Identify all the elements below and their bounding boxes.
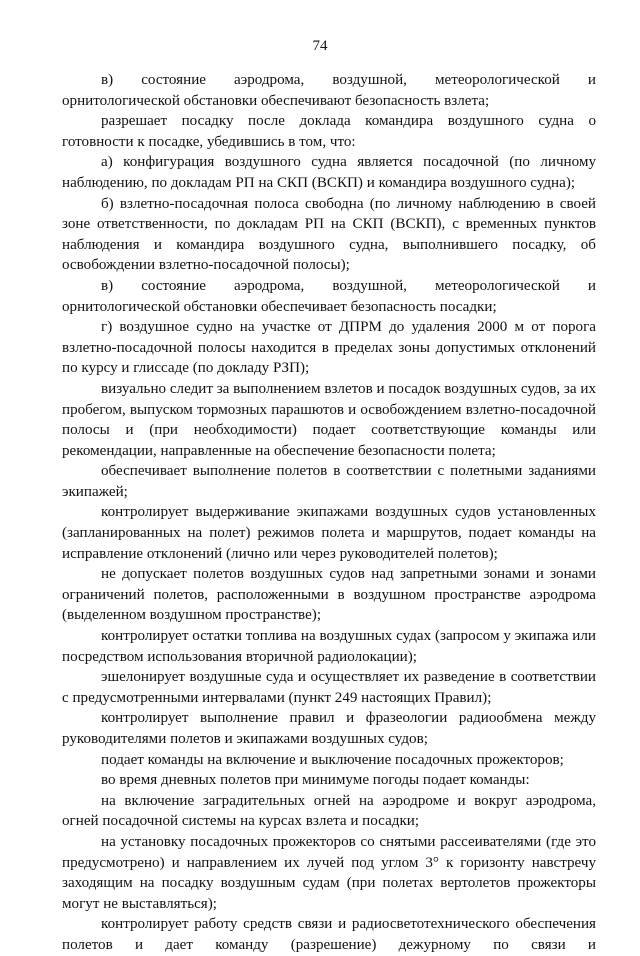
paragraph: контролирует выдерживание экипажами воздушных судов установленных (запланированных на полет) режимов полета и маршрутов, подает команды на исправление отклонений (лично или через руководителей полетов); <box>62 504 596 562</box>
paragraph: не допускает полетов воздушных судов над запретными зонами и зонами ограничений полетов, расположенными в воздушном пространстве аэродрома (выделенном воздушном пространстве); <box>62 566 596 624</box>
paragraph: контролирует выполнение правил и фразеологии радиообмена между руководителями полетов и экипажами воздушных судов; <box>62 710 596 747</box>
paragraph: обеспечивает выполнение полетов в соответствии с полетными заданиями экипажей; <box>62 463 596 500</box>
paragraph: во время дневных полетов при минимуме погоды подает команды: <box>101 772 530 789</box>
paragraph: эшелонирует воздушные суда и осуществляет их разведение в соответствии с предусмотренными интервалами (пункт 249 настоящих Правил); <box>62 669 596 706</box>
paragraph: разрешает посадку после доклада командира воздушного судна о готовности к посадке, убедившись в том, что: <box>62 113 596 150</box>
paragraph: визуально следит за выполнением взлетов и посадок воздушных судов, за их пробегом, выпуском тормозных парашютов и освобождением взлетно-посадочной полосы и (при необходимости) подает соответствующие команды или рекомендации, направленные на обеспечение безопасности полета; <box>62 380 596 459</box>
paragraph: подает команды на включение и выключение посадочных прожекторов; <box>101 751 564 768</box>
paragraph: на установку посадочных прожекторов со снятыми рассеивателями (где это предусмотрено) и направлением их лучей под углом 3° к горизонту навстречу заходящим на посадку воздушным судам (при полетах вертолетов прожекторы могут не выставляться); <box>62 833 596 912</box>
paragraph: в) состояние аэродрома, воздушной, метеорологической и орнитологической обстановки обеспечивает безопасность посадки; <box>62 277 596 315</box>
paragraph: г) воздушное судно на участке от ДПРМ до удаления 2000 м от порога взлетно-посадочной полосы находится в пределах зоны допустимых отклонений по курсу и глиссаде (по докладу РЗП); <box>62 319 596 377</box>
paragraph: контролирует остатки топлива на воздушных судах (запросом у экипажа или посредством использования вторичной радиолокации); <box>62 628 596 665</box>
paragraph: на включение заградительных огней на аэродроме и вокруг аэродрома, огней посадочной системы на курсах взлета и посадки; <box>62 792 596 830</box>
paragraph: б) взлетно-посадочная полоса свободна (по личному наблюдению в своей зоне ответственности, по докладам РП на СКП (ВСКП), с временных пунктов наблюдения и командира воздушного судна, выполнившего посадку, об освобождении взлетно-посадочной полосы); <box>62 195 596 274</box>
document-body <box>62 70 596 956</box>
page-number: 74 <box>312 38 328 54</box>
paragraph: а) конфигурация воздушного судна является посадочной (по личному наблюдению, по докладам РП на СКП (ВСКП) и командира воздушного судна); <box>62 154 596 191</box>
paragraph: в) состояние аэродрома, воздушной, метеорологической и орнитологической обстановки обеспечивают безопасность взлета; <box>62 72 596 109</box>
paragraph: контролирует работу средств связи и радиосветотехнического обеспечения полетов и дает команду (разрешение) дежурному по связи и <box>62 916 596 953</box>
